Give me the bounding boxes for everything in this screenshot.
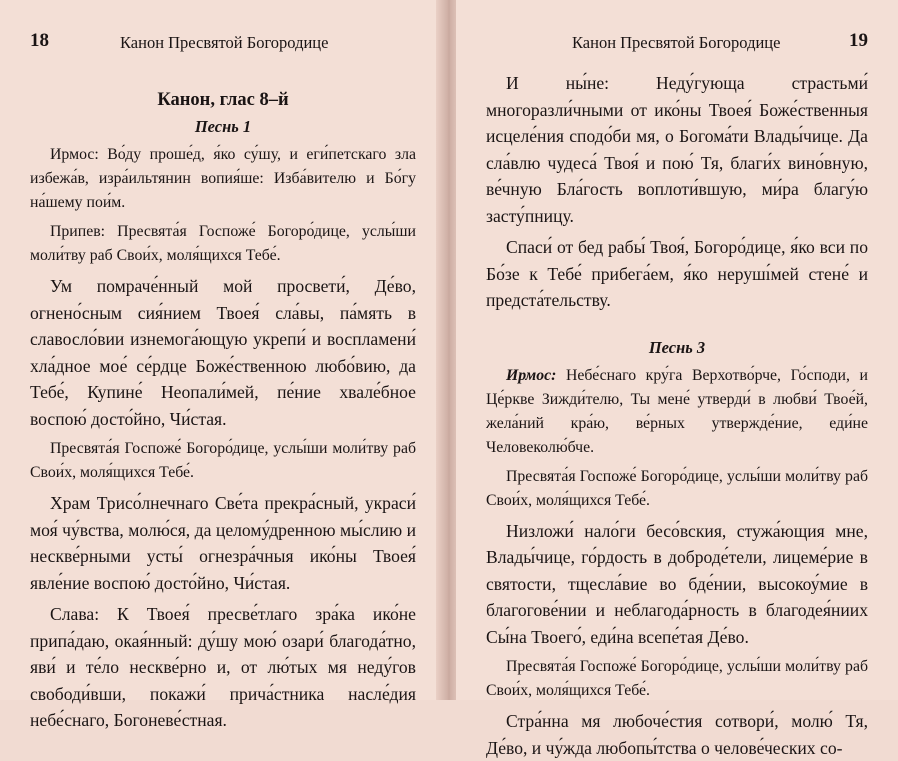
theotokion-paragraph: И ны́не: Неду́гующа страстьми́ многоразли́чными от ико́ны Твоея́ Боже́ственныя исцеле́ния сподо́би мя, о Богома́ти Влады́чице. Да сла́влю чудеса́ Твоя́ и пою́ Тя, благи́х вино́вную, ве́чную Бла́гость воплоти́вшую, ми́ра благу́ю засту́пницу. xyxy=(486,73,868,226)
right-page-header xyxy=(486,30,868,52)
refrain-paragraph: Припев: Пресвята́я Госпоже́ Богоро́дице, услы́ши моли́тву раб Свои́х, моля́щихся Тебе́. xyxy=(30,223,416,264)
irmos-text: Небе́снаго кру́га Верхотво́рче, Го́споди, и Це́ркве Зижди́телю, Ты мене́ утверди́ в любви́ Твое́й, жела́ний кра́ю, ве́рных утвержде́ние, еди́не Человеколю́бче. xyxy=(486,366,868,456)
left-page xyxy=(0,0,442,730)
right-page xyxy=(456,0,898,758)
irmos-label: Ирмос: xyxy=(506,366,557,384)
page-number: 18 xyxy=(30,30,49,51)
troparion-paragraph: Низложи́ нало́ги бесо́вския, стужа́ющия мне, Влады́чице, го́рдость в доброде́тели, лицеме́рие в святости, тщесла́вие во бде́нии, высокоу́мие в благогове́нии и неблагода́рность в благодея́ниих Сы́на Твоего́, еди́на всепе́тая Де́во. xyxy=(486,520,868,647)
page-number: 19 xyxy=(849,30,868,51)
prayer-paragraph: Спаси́ от бед рабы́ Твоя́, Богоро́дице, я́ко вси по Бо́зе к Тебе́ прибега́ем, я́ко нерушı́мей стене́ и предста́тельству. xyxy=(486,237,868,310)
canon-title: Канон, глас 8–й xyxy=(157,90,289,110)
song-title: Песнь 3 xyxy=(648,337,706,357)
refrain-paragraph: Пресвята́я Госпоже́ Богоро́дице, услы́ши моли́тву раб Свои́х, моля́щихся Тебе́. xyxy=(30,440,416,481)
glory-paragraph: Слава: К Твоея́ пресве́тлаго зра́ка ико́не припа́даю, окая́нный: ду́шу мою́ озари́ благода́тно, яви́ и те́ло нескве́рно и, от лю́тых мя неду́гов свободи́вши, покажи́ прича́стника насле́дия небе́снаго, Богоневе́стная. xyxy=(30,604,416,730)
troparion-paragraph: Храм Трисо́лнечнаго Све́та прекра́сный, украси́ моя́ чу́вства, молю́ся, да целому́дренною мы́слию и нескве́рными усты́ огнезра́чныя ико́ны Твоея́ явле́ние воспою́ досто́йно, Чи́стая. xyxy=(30,493,416,593)
refrain-paragraph: Пресвята́я Госпоже́ Богоро́дице, услы́ши моли́тву раб Свои́х, моля́щихся Тебе́. xyxy=(486,467,868,509)
irmos-paragraph xyxy=(486,364,868,460)
song-title: Песнь 1 xyxy=(194,117,252,136)
running-title: Канон Пресвятой Богородице xyxy=(572,33,781,52)
left-page-header xyxy=(30,30,416,52)
running-title: Канон Пресвятой Богородице xyxy=(120,33,329,52)
refrain-paragraph: Пресвята́я Госпоже́ Богоро́дице, услы́ши моли́тву раб Свои́х, моля́щихся Тебе́. xyxy=(486,658,868,699)
irmos-paragraph: Ирмос: Во́ду проше́д, я́ко су́шу, и еги́петскаго зла избежа́в, изра́ильтянин вопия́ше: Изба́вителю и Бо́гу на́шему пои́м. xyxy=(30,146,416,211)
troparion-paragraph: Стра́нна мя любоче́стия сотвори́, молю́ Тя, Де́во, и чу́жда любопы́тства о челове́ческих со- xyxy=(486,711,868,758)
troparion-paragraph: Ум помраче́нный мой просвети́, Де́во, огнено́сным сия́нием Твоея́ сла́вы, па́мять в славосло́вии изнемога́ющую укрепи́ и воспламени́ хла́дное мое́ се́рдце Боже́ственною любо́вию, да Тебе́, Купине́ Неопали́мей, пе́ние хвале́бное воспою́ досто́йно, Чи́стая. xyxy=(30,276,416,429)
